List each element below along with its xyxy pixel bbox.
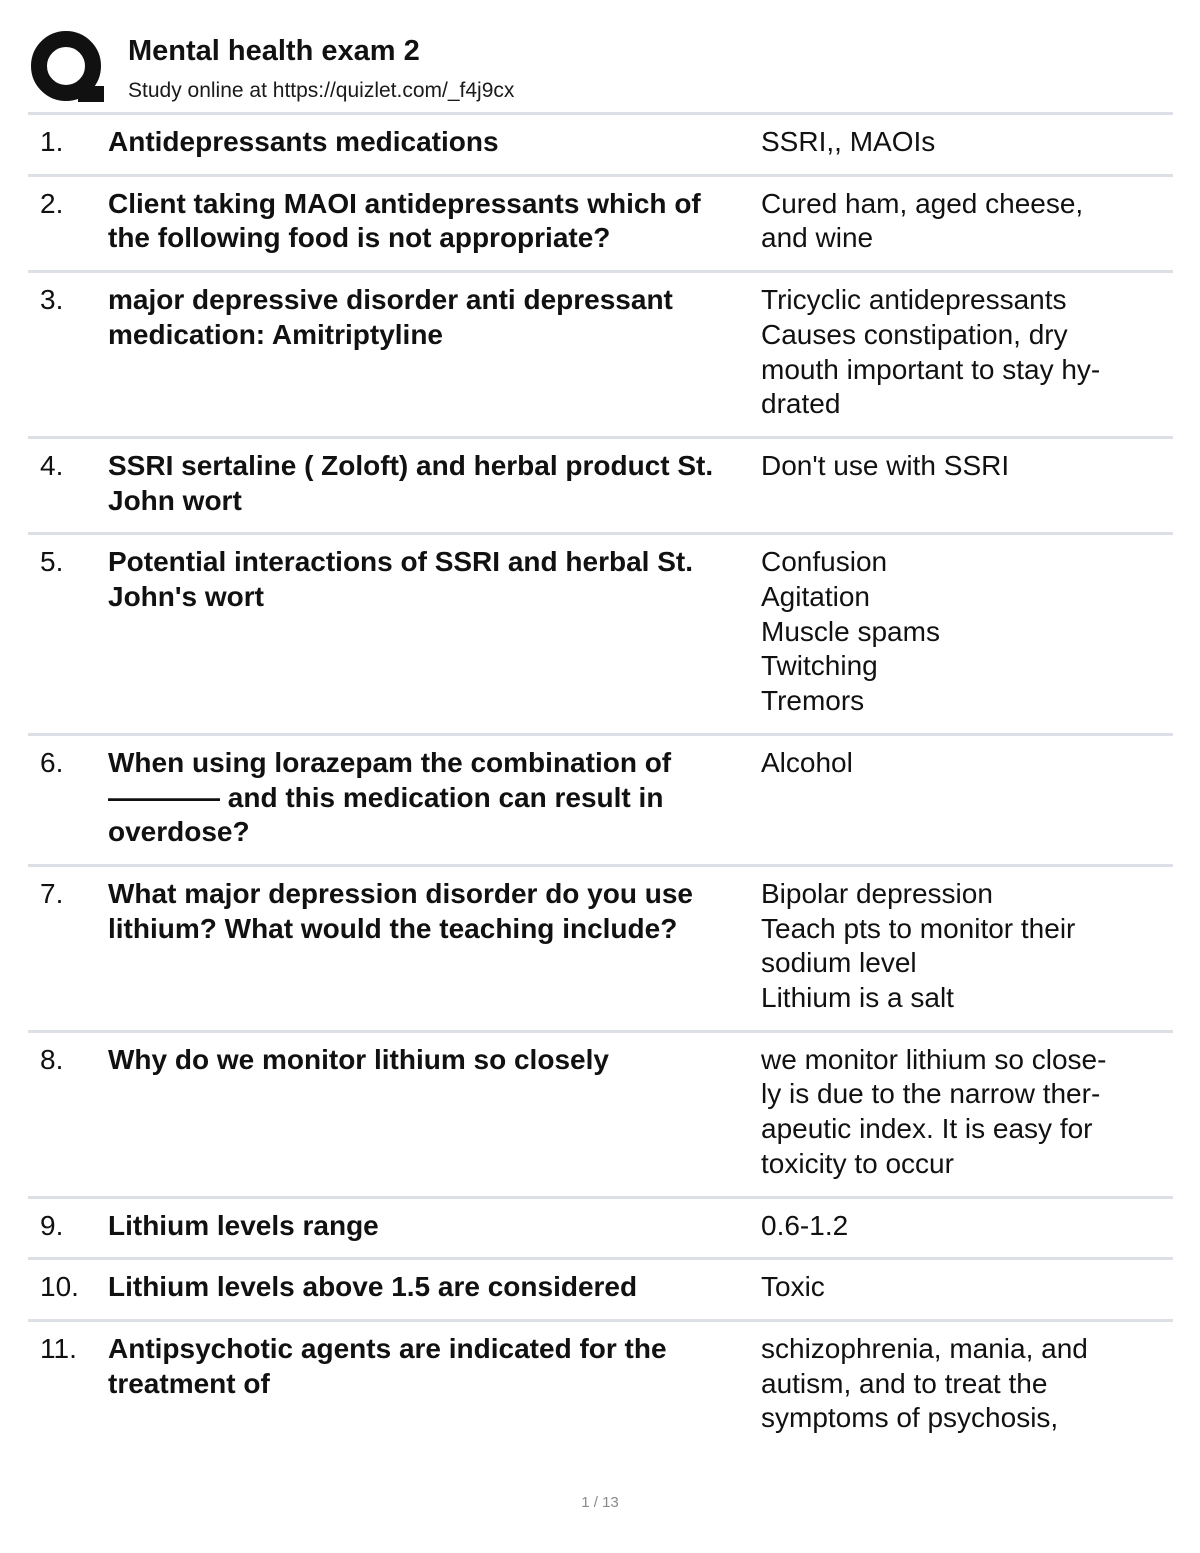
card-definition: Don't use with SSRI xyxy=(761,449,1010,481)
card-term: major depressive disorder anti depressant medication: Amitriptyline xyxy=(108,284,673,350)
card-term: Antidepressants medications xyxy=(108,126,499,157)
page-header xyxy=(30,30,1172,110)
card-number: 11. xyxy=(40,1332,77,1364)
flashcard-row xyxy=(28,1196,1173,1258)
card-term: Client taking MAOI antidepressants which of the following food is not appropriate? xyxy=(108,187,701,254)
card-term: Antipsychotic agents are indicated for the treatment of xyxy=(108,1332,667,1399)
card-term: What major depression disorder do you use lithium? What would the teaching include? xyxy=(108,877,693,944)
page-indicator: 1 / 13 xyxy=(581,1494,619,1511)
card-term: SSRI sertaline ( Zoloft) and herbal product St. John wort xyxy=(108,449,714,516)
flashcard-row xyxy=(28,1030,1173,1196)
card-definition: SSRI,, MAOIs xyxy=(761,126,936,157)
card-definition: 0.6-1.2 xyxy=(761,1209,849,1241)
card-definition: Tricyclic antidepressants Causes constipation, dry mouth important to stay hy- drated xyxy=(761,284,1101,420)
card-definition: Confusion Agitation Muscle spams Twitching Tremors xyxy=(761,546,940,717)
card-number: 6. xyxy=(40,746,64,778)
card-definition: Alcohol xyxy=(761,746,853,778)
card-number: 2. xyxy=(40,187,64,219)
flashcard-row xyxy=(28,270,1173,436)
flashcard-row xyxy=(28,1257,1173,1319)
card-definition: schizophrenia, mania, and autism, and to treat the symptoms of psychosis, xyxy=(761,1332,1088,1434)
card-term: When using lorazepam the combination of ———— and this medication can result in overdose? xyxy=(108,746,672,848)
flashcard-list xyxy=(28,112,1173,1450)
flashcard-row xyxy=(28,532,1173,733)
card-term: Potential interactions of SSRI and herbal St. John's wort xyxy=(108,546,693,613)
study-online-link[interactable]: Study online at https://quizlet.com/_f4j9cx xyxy=(128,79,515,102)
flashcard-row xyxy=(28,864,1173,1030)
flashcard-row xyxy=(28,174,1173,270)
card-number: 10. xyxy=(40,1271,79,1303)
card-number: 8. xyxy=(40,1043,64,1075)
card-definition: Bipolar depression Teach pts to monitor their sodium level Lithium is a salt xyxy=(761,877,1076,1014)
card-definition: Toxic xyxy=(761,1271,825,1303)
card-definition: we monitor lithium so close- ly is due to the narrow ther- apeutic index. It is easy for toxicity to occur xyxy=(761,1043,1107,1179)
card-number: 4. xyxy=(40,449,64,481)
flashcard-row xyxy=(28,436,1173,532)
card-number: 3. xyxy=(40,284,64,316)
card-definition: Cured ham, aged cheese, and wine xyxy=(761,187,1084,254)
card-term: Lithium levels range xyxy=(108,1209,379,1241)
quizlet-q-logo-icon xyxy=(30,30,106,106)
card-term: Lithium levels above 1.5 are considered xyxy=(108,1271,638,1303)
card-term: Why do we monitor lithium so closely xyxy=(108,1043,609,1075)
card-number: 9. xyxy=(40,1209,64,1241)
page-title: Mental health exam 2 xyxy=(128,35,420,67)
card-number: 5. xyxy=(40,546,64,578)
card-number: 7. xyxy=(40,877,64,909)
flashcard-row xyxy=(28,112,1173,174)
card-number: 1. xyxy=(40,126,64,157)
flashcard-row xyxy=(28,733,1173,864)
flashcard-row xyxy=(28,1319,1173,1450)
